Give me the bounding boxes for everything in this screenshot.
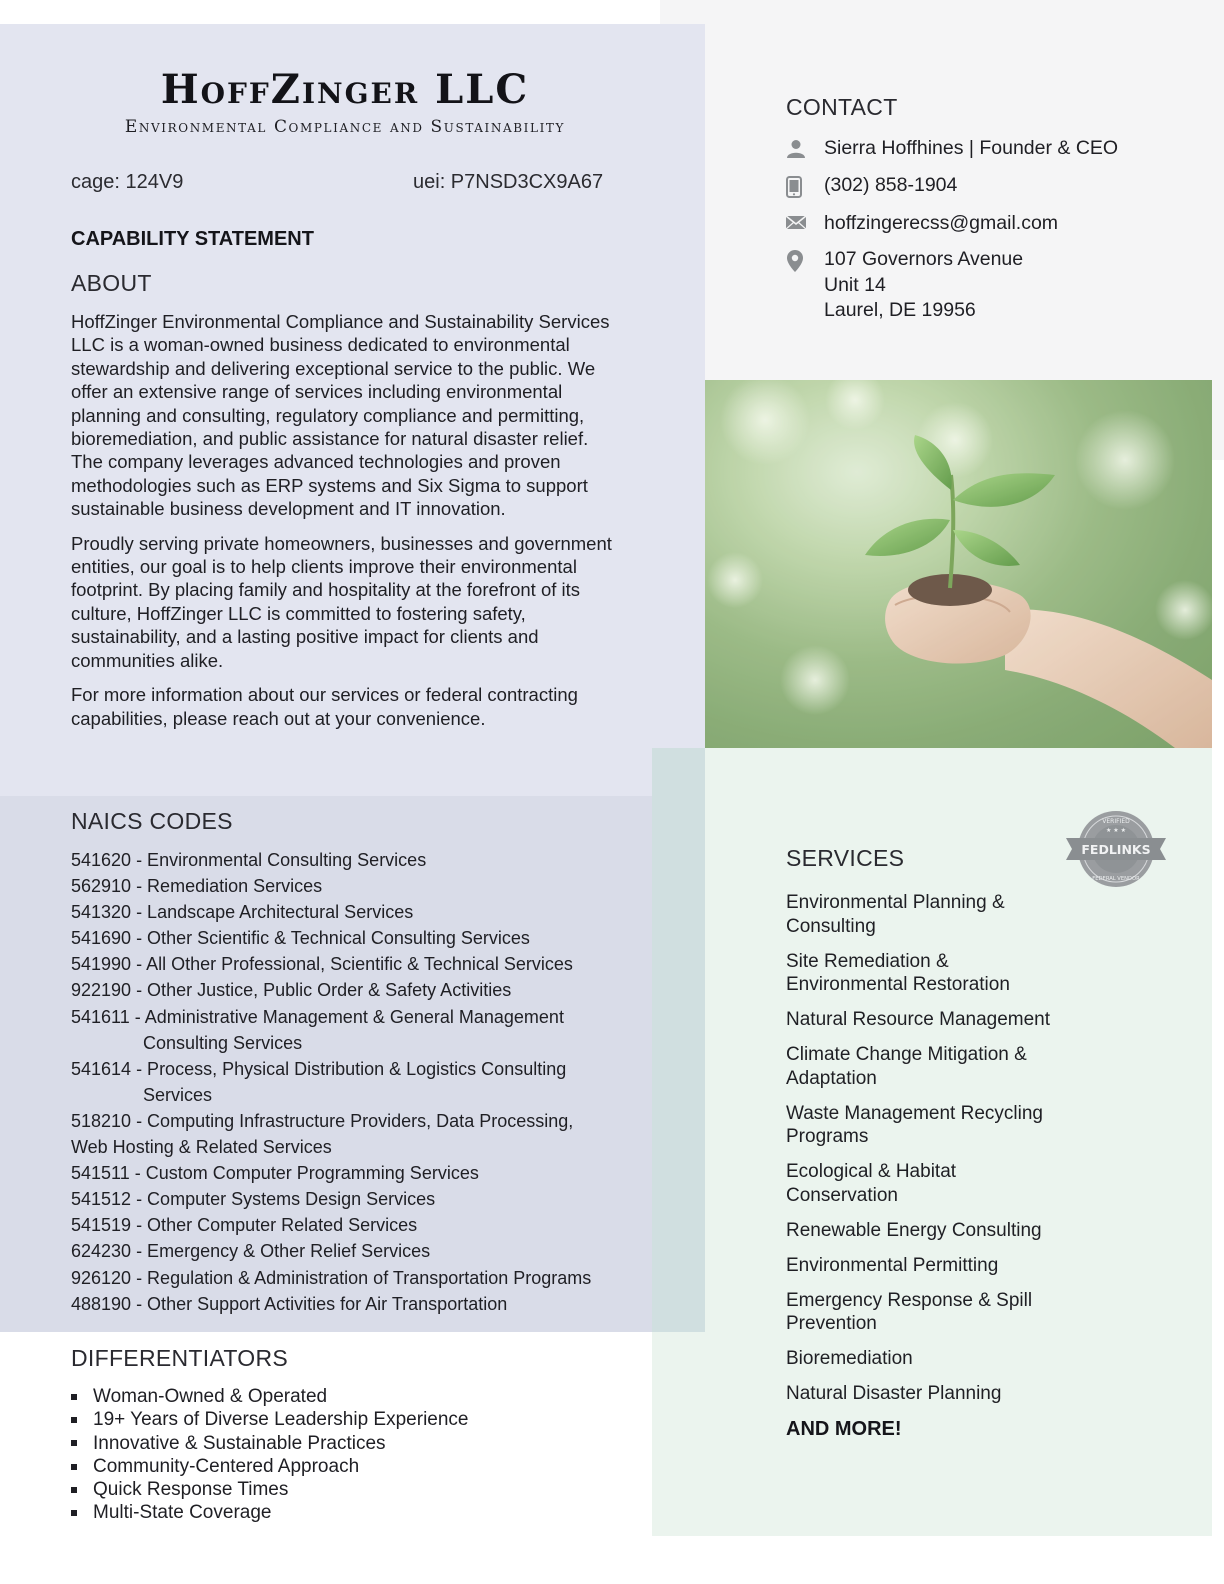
- person-icon: [786, 137, 824, 159]
- service-item: Renewable Energy Consulting: [786, 1219, 1042, 1241]
- differentiators-list: [71, 1385, 469, 1525]
- about-paragraph: For more information about our services or federal contracting capabilities, please reach out at your convenience.: [71, 684, 578, 729]
- service-item: Natural Resource Management: [786, 1009, 1051, 1030]
- service-item: Environmental Planning & Consulting: [786, 892, 1005, 937]
- square-bullet-icon: [71, 1464, 77, 1470]
- naics-list: [71, 847, 671, 1317]
- naics-item: 541611 - Administrative Management & General Management Consulting Services: [71, 1006, 564, 1053]
- naics-item: 562910 - Remediation Services: [71, 876, 323, 897]
- location-pin-icon: [786, 247, 824, 273]
- differentiator-item: 19+ Years of Diverse Leadership Experience: [71, 1408, 469, 1431]
- company-tagline: Environmental Compliance and Sustainability: [124, 117, 566, 137]
- envelope-icon: [786, 212, 824, 230]
- services-list: [786, 891, 1086, 1417]
- seedling-hands-photo: [705, 380, 1212, 748]
- contact-email-text[interactable]: hoffzingerecss@gmail.com: [824, 212, 1059, 234]
- badge-top-text: VERIFIED: [1102, 818, 1130, 825]
- services-and-more: AND MORE!: [786, 1418, 902, 1440]
- naics-item: 541990 - All Other Professional, Scientific & Technical Services: [71, 954, 573, 975]
- differentiators-heading: DIFFERENTIATORS: [71, 1345, 289, 1371]
- contact-address: [786, 247, 1023, 324]
- service-item: Site Remediation & Environmental Restoration: [786, 950, 1010, 995]
- naics-item: 488190 - Other Support Activities for Air Transportation: [71, 1293, 508, 1314]
- contact-person: [786, 137, 1118, 160]
- naics-item: 541320 - Landscape Architectural Services: [71, 902, 414, 923]
- naics-item: 541519 - Other Computer Related Services: [71, 1215, 418, 1236]
- contact-phone-text[interactable]: (302) 858-1904: [824, 174, 958, 196]
- naics-item: 624230 - Emergency & Other Relief Services: [71, 1241, 431, 1262]
- contact-address-text: [824, 247, 1023, 324]
- cage-code: cage: 124V9: [71, 171, 184, 193]
- naics-item: 541614 - Process, Physical Distribution & Logistics Consulting Services: [71, 1058, 567, 1105]
- square-bullet-icon: [71, 1487, 77, 1493]
- differentiator-item: Innovative & Sustainable Practices: [71, 1432, 469, 1455]
- address-line: 107 Governors Avenue: [824, 248, 1024, 270]
- naics-item: 926120 - Regulation & Administration of Transportation Programs: [71, 1267, 592, 1288]
- about-text: [71, 310, 619, 741]
- about-paragraph: HoffZinger Environmental Compliance and Sustainability Services LLC is a woman-owned business dedicated to environmental stewardship and delivering exceptional service to the public. We offer an extensive range of services including environmental planning and consulting, regulatory compliance and permitting, bioremediation, and public assistance for natural disaster relief. The company leverages advanced technologies and proven methodologies such as ERP systems and Six Sigma to support sustainable business development and IT innovation.: [71, 311, 610, 520]
- differentiator-item: Community-Centered Approach: [71, 1455, 469, 1478]
- service-item: Natural Disaster Planning: [786, 1383, 1002, 1404]
- naics-item: 922190 - Other Justice, Public Order & Safety Activities: [71, 980, 512, 1001]
- about-paragraph: Proudly serving private homeowners, businesses and government entities, our goal is to help clients improve their environmental footprint. By placing family and hospitality at the forefront of its culture, HoffZinger LLC is committed to fostering safety, sustainability, and a lasting positive impact for clients and communities alike.: [71, 532, 612, 671]
- badge-brand: FEDLINKS: [1081, 842, 1151, 857]
- differentiator-item: Quick Response Times: [71, 1478, 469, 1501]
- naics-item: 541620 - Environmental Consulting Services: [71, 850, 427, 870]
- square-bullet-icon: [71, 1510, 77, 1516]
- contact-email: [786, 212, 1058, 235]
- service-item: Environmental Permitting: [786, 1254, 999, 1276]
- service-item: Waste Management Recycling Programs: [786, 1102, 1043, 1147]
- services-heading: SERVICES: [786, 845, 905, 871]
- contact-phone: [786, 174, 957, 198]
- address-line: Laurel, DE 19956: [824, 299, 976, 321]
- square-bullet-icon: [71, 1417, 77, 1423]
- badge-bottom-text: FEDERAL VENDOR: [1092, 876, 1140, 882]
- naics-item: 518210 - Computing Infrastructure Providers, Data Processing, Web Hosting & Related Services: [71, 1110, 574, 1158]
- phone-icon: [786, 174, 824, 198]
- service-item: Emergency Response & Spill Prevention: [786, 1289, 1033, 1334]
- naics-heading: NAICS CODES: [71, 808, 233, 834]
- differentiator-item: Woman-Owned & Operated: [71, 1385, 469, 1408]
- company-name: HoffZinger LLC: [160, 66, 530, 113]
- service-item: Bioremediation: [786, 1348, 913, 1369]
- square-bullet-icon: [71, 1394, 77, 1400]
- contact-person-text: Sierra Hoffhines | Founder & CEO: [824, 137, 1119, 159]
- contact-heading: CONTACT: [786, 94, 898, 120]
- service-item: Ecological & Habitat Conservation: [786, 1161, 957, 1206]
- naics-item: 541511 - Custom Computer Programming Services: [71, 1163, 479, 1184]
- square-bullet-icon: [71, 1440, 77, 1446]
- differentiator-item: Multi-State Coverage: [71, 1501, 469, 1524]
- star-icon: ★ ★ ★: [1106, 827, 1126, 834]
- service-item: Climate Change Mitigation & Adaptation: [786, 1044, 1027, 1089]
- naics-item: 541690 - Other Scientific & Technical Consulting Services: [71, 928, 530, 949]
- about-heading: ABOUT: [71, 270, 152, 296]
- uei-code: uei: P7NSD3CX9A67: [413, 171, 604, 193]
- capability-statement-heading: CAPABILITY STATEMENT: [71, 228, 314, 250]
- naics-item: 541512 - Computer Systems Design Services: [71, 1189, 436, 1210]
- fedlinks-verified-badge: [1066, 808, 1166, 890]
- address-line: Unit 14: [824, 273, 886, 296]
